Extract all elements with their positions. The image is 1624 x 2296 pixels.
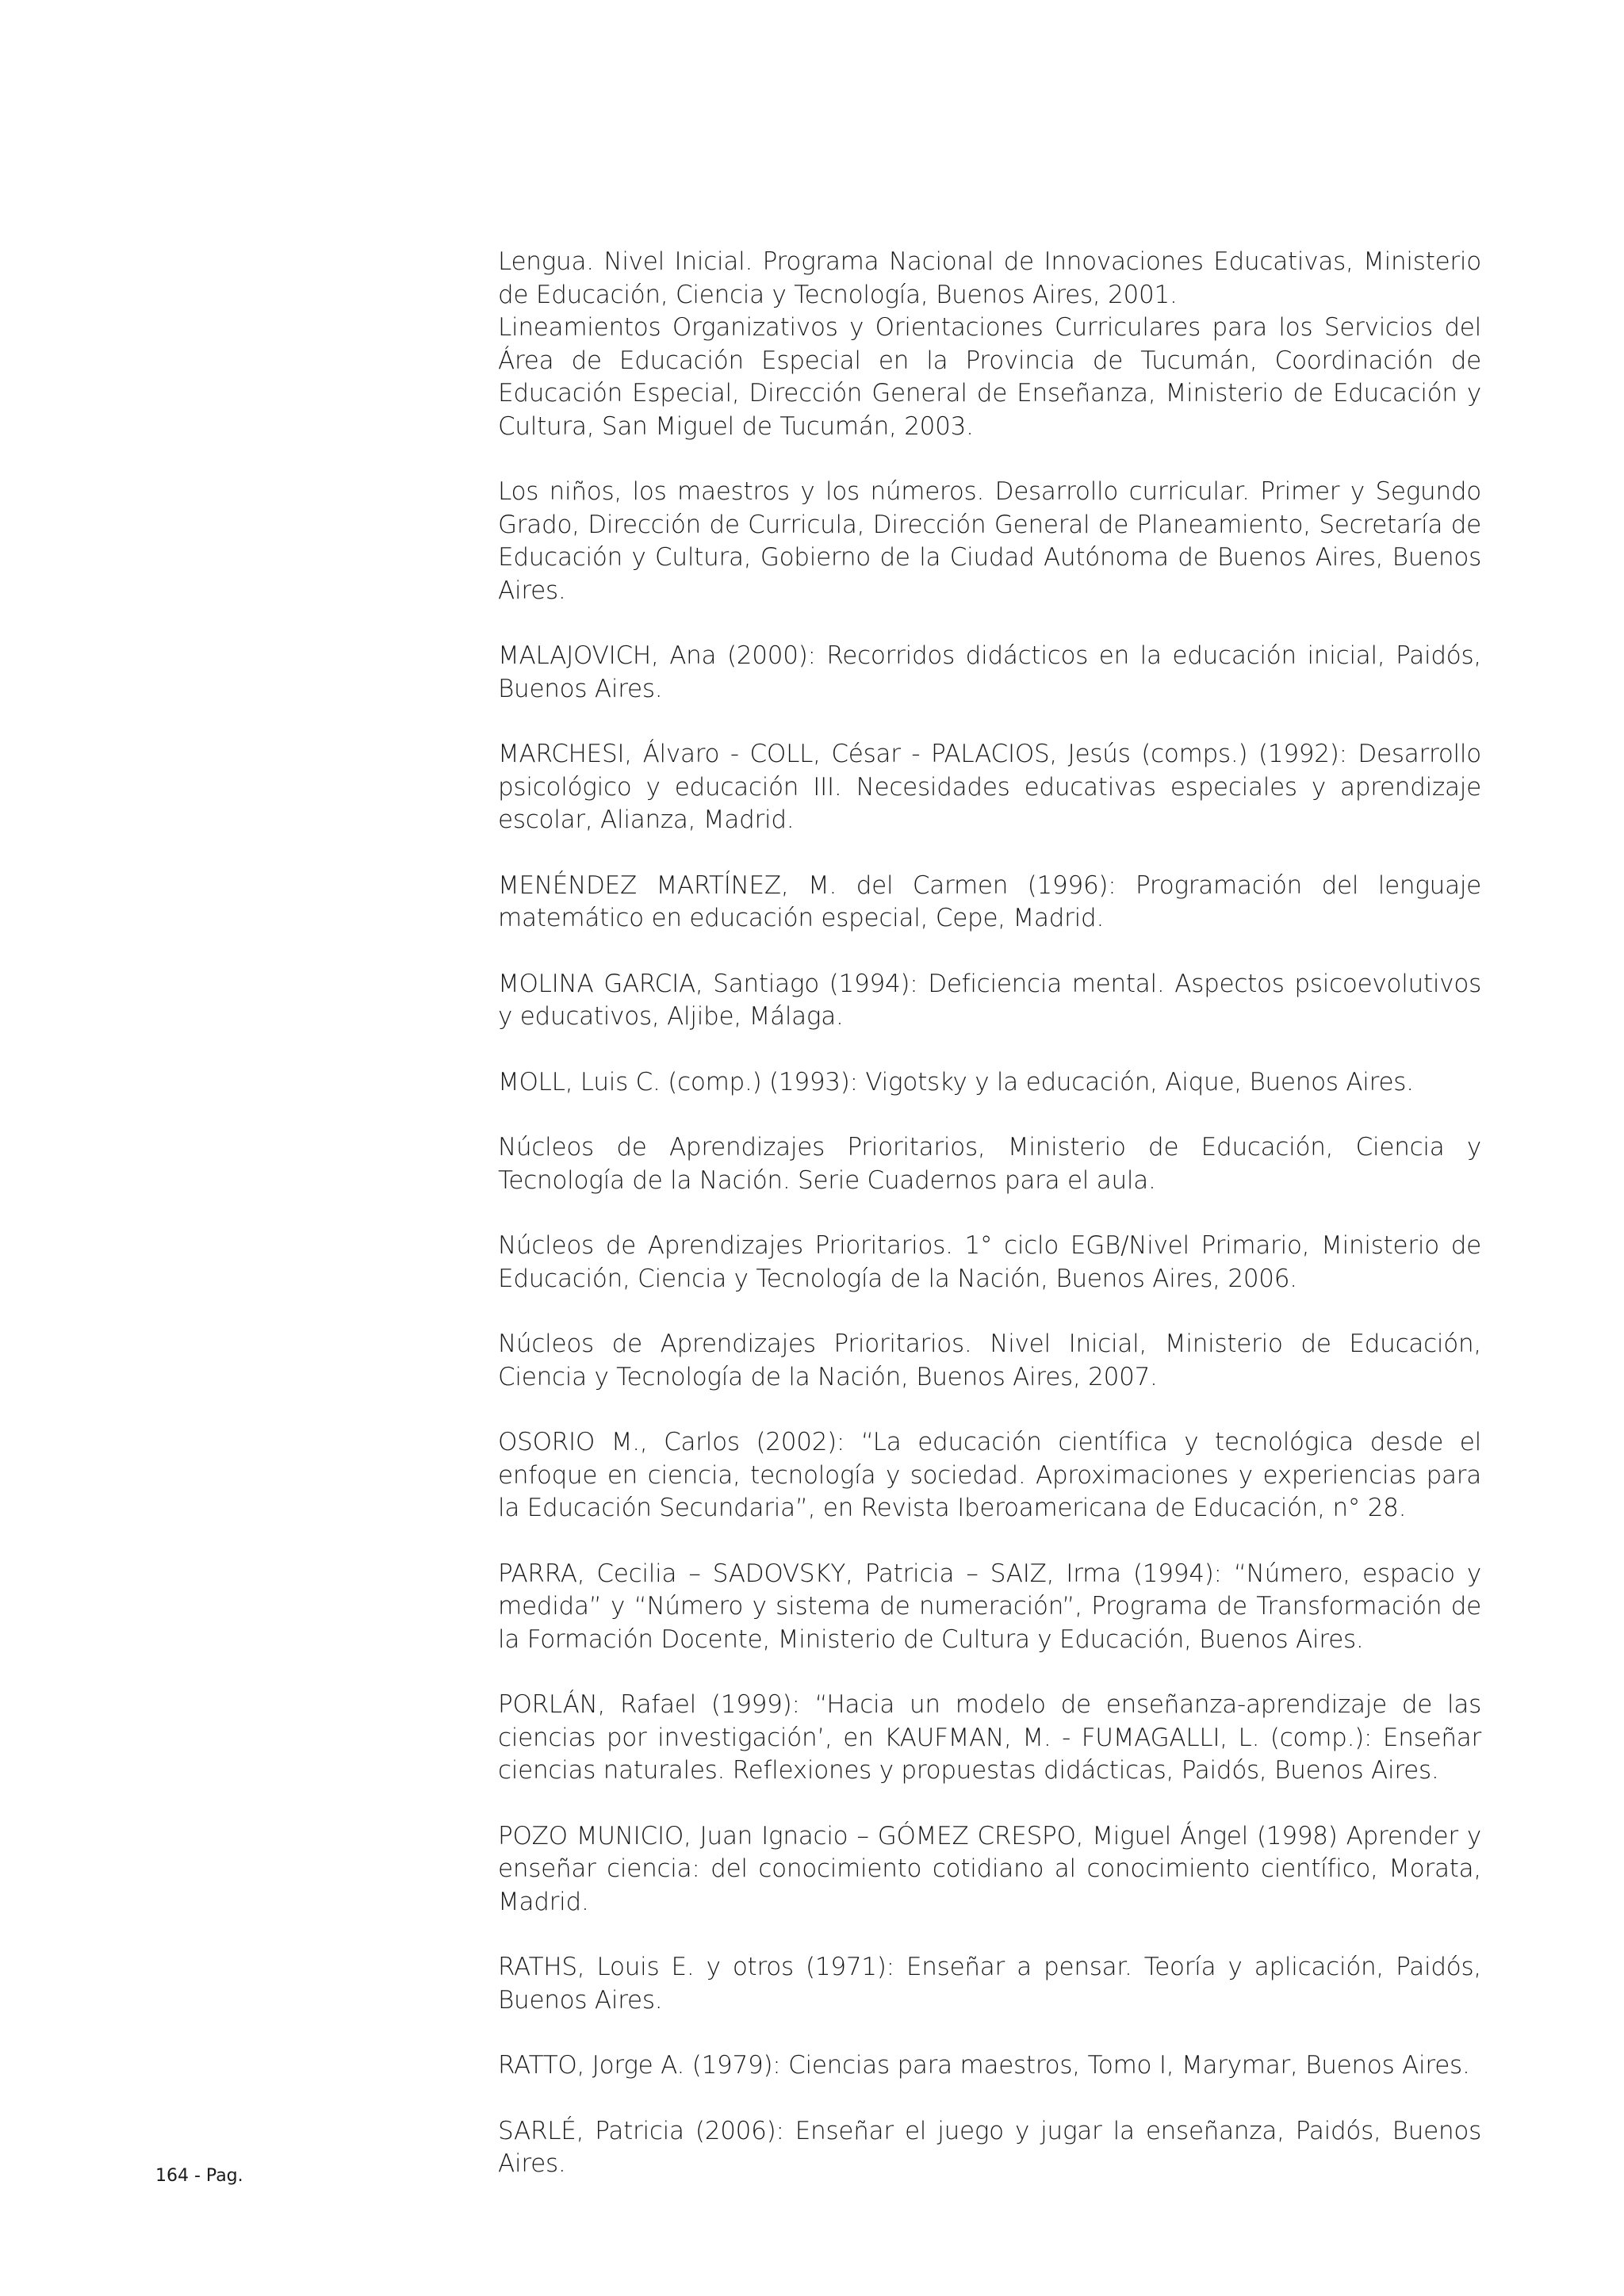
bibliography-entry: MOLL, Luis C. (comp.) (1993): Vigotsky y la educación, Aique, Buenos Aires. bbox=[498, 1067, 1414, 1096]
bibliography-entry: POZO MUNICIO, Juan Ignacio – GÓMEZ CRESPO, Miguel Ángel (1998) Aprender y enseñar ciencia: del conocimiento cotidiano al conocimiento científico, Morata, Madrid. bbox=[498, 1821, 1481, 1916]
bibliography-entry: Núcleos de Aprendizajes Prioritarios. Nivel Inicial, Ministerio de Educación, Ciencia y Tecnología de la Nación, Buenos Aires, 2007. bbox=[498, 1330, 1481, 1391]
bibliography-entry: MALAJOVICH, Ana (2000): Recorridos didácticos en la educación inicial, Paidós, Buenos Aires. bbox=[498, 641, 1481, 703]
bibliography-entry: SARLÉ, Patricia (2006): Enseñar el juego y jugar la enseñanza, Paidós, Buenos Aires. bbox=[498, 2116, 1481, 2178]
bibliography-entry: Núcleos de Aprendizajes Prioritarios, Ministerio de Educación, Ciencia y Tecnología de la Nación. Serie Cuadernos para el aula. bbox=[498, 1133, 1481, 1195]
bibliography-entry: PARRA, Cecilia – SADOVSKY, Patricia – SAIZ, Irma (1994): “Número, espacio y medida” y “Número y sistema de numeración”, Programa de Transformación de la Formación Docente, Ministerio de Cultura y Educación, Buenos Aires. bbox=[498, 1559, 1481, 1654]
bibliography-entry: RATTO, Jorge A. (1979): Ciencias para maestros, Tomo I, Marymar, Buenos Aires. bbox=[498, 2051, 1470, 2080]
bibliography-entry: Los niños, los maestros y los números. Desarrollo curricular. Primer y Segundo Grado, Dirección de Curricula, Dirección General de Planeamiento, Secretaría de Educación y Cultura, Gobierno de la Ciudad Autónoma de Buenos Aires, Buenos Aires. bbox=[498, 477, 1481, 605]
bibliography-entry: MOLINA GARCIA, Santiago (1994): Deficiencia mental. Aspectos psicoevolutivos y educativos, Aljibe, Málaga. bbox=[498, 969, 1481, 1031]
page-number: 164 - Pag. bbox=[155, 2166, 243, 2186]
bibliography-entry: Núcleos de Aprendizajes Prioritarios. 1° ciclo EGB/Nivel Primario, Ministerio de Educación, Ciencia y Tecnología de la Nación, Buenos Aires, 2006. bbox=[498, 1231, 1481, 1293]
bibliography-entry: MENÉNDEZ MARTÍNEZ, M. del Carmen (1996): Programación del lenguaje matemático en educación especial, Cepe, Madrid. bbox=[498, 871, 1481, 932]
bibliography-entry: PORLÁN, Rafael (1999): “Hacia un modelo de enseñanza-aprendizaje de las ciencias por investigación’, en KAUFMAN, M. - FUMAGALLI, L. (comp.): Enseñar ciencias naturales. Reflexiones y propuestas didácticas, Paidós, Buenos Aires. bbox=[498, 1690, 1481, 1785]
bibliography-entry: Lengua. Nivel Inicial. Programa Nacional de Innovaciones Educativas, Ministerio de Educación, Ciencia y Tecnología, Buenos Aires, 2001. bbox=[498, 247, 1481, 309]
bibliography-entry: OSORIO M., Carlos (2002): “La educación científica y tecnológica desde el enfoque en ciencia, tecnología y sociedad. Aproximaciones y experiencias para la Educación Secundaria”, en Revista Iberoamericana de Educación, n° 28. bbox=[498, 1428, 1481, 1522]
bibliography-entry: RATHS, Louis E. y otros (1971): Enseñar a pensar. Teoría y aplicación, Paidós, Buenos Aires. bbox=[498, 1953, 1481, 2015]
bibliography-list bbox=[498, 246, 1481, 2181]
bibliography-entry: MARCHESI, Álvaro - COLL, César - PALACIOS, Jesús (comps.) (1992): Desarrollo psicológico y educación III. Necesidades educativas especiales y aprendizaje escolar, Alianza, Madrid. bbox=[498, 740, 1481, 834]
bibliography-entry: Lineamientos Organizativos y Orientaciones Curriculares para los Servicios del Área de Educación Especial en la Provincia de Tucumán, Coordinación de Educación Especial, Dirección General de Enseñanza, Ministerio de Educación y Cultura, San Miguel de Tucumán, 2003. bbox=[498, 313, 1481, 441]
